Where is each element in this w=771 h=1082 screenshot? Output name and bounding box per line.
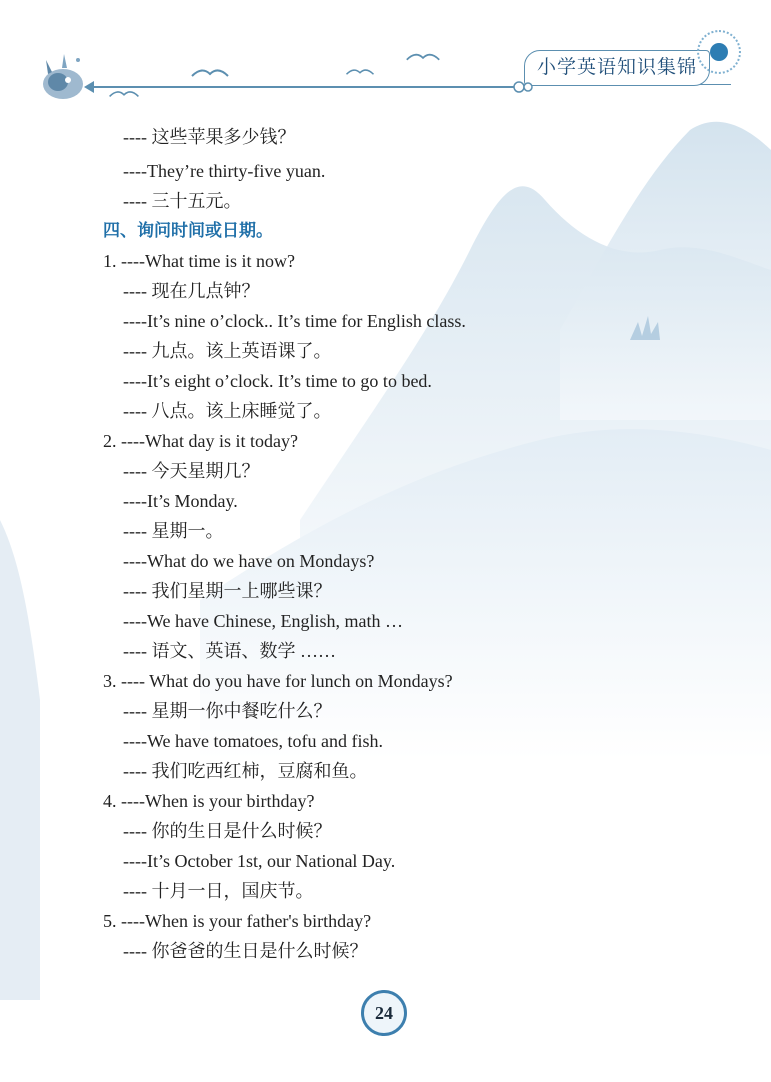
text-line: ---- 这些苹果多少钱？ bbox=[123, 127, 296, 147]
series-title: 小学英语知识集锦 bbox=[524, 50, 710, 86]
text-line: ---- 现在几点钟？ bbox=[123, 281, 260, 301]
text-line: ---- 我们星期一上哪些课？ bbox=[123, 581, 332, 601]
text-line: ----We have Chinese, English, math … bbox=[123, 611, 403, 631]
bubble-icon bbox=[512, 80, 536, 94]
page-header bbox=[0, 0, 771, 110]
text-line: ----It’s Monday. bbox=[123, 491, 238, 511]
question-item: 1. ----What time is it now? bbox=[103, 251, 295, 271]
text-line: ----It’s eight o’clock. It’s time to go to bed. bbox=[123, 371, 432, 391]
text-line: ---- 我们吃西红柿，豆腐和鱼。 bbox=[123, 761, 368, 781]
decorative-dot-icon bbox=[710, 43, 728, 61]
text-line: ----What do we have on Mondays? bbox=[123, 551, 375, 571]
question-item: 4. ----When is your birthday? bbox=[103, 791, 315, 811]
text-line: ---- 八点。该上床睡觉了。 bbox=[123, 401, 332, 421]
text-line: ----We have tomatoes, tofu and fish. bbox=[123, 731, 383, 751]
text-line: ---- 语文、英语、数学 …… bbox=[123, 641, 336, 661]
bird-icon-2 bbox=[108, 88, 140, 100]
page-number: 24 bbox=[361, 990, 407, 1036]
text-line: ---- 今天星期几？ bbox=[123, 461, 260, 481]
question-item: 5. ----When is your father's birthday? bbox=[103, 911, 372, 931]
text-line: ---- 十月一日，国庆节。 bbox=[123, 881, 314, 901]
bird-icon-4 bbox=[405, 50, 441, 64]
logo-icon bbox=[38, 50, 88, 102]
text-line: ---- 九点。该上英语课了。 bbox=[123, 341, 332, 361]
header-rule bbox=[92, 86, 522, 88]
text-line: ---- 你爸爸的生日是什么时候？ bbox=[123, 941, 368, 961]
text-line: ---- 星期一你中餐吃什么？ bbox=[123, 701, 332, 721]
text-line: ---- 三十五元。 bbox=[123, 191, 242, 211]
bird-icon bbox=[190, 66, 230, 80]
text-line: ---- 星期一。 bbox=[123, 521, 224, 541]
section-heading: 四、询问时间或日期。 bbox=[103, 221, 273, 241]
text-line: ---- 你的生日是什么时候？ bbox=[123, 821, 332, 841]
bird-icon-3 bbox=[345, 66, 375, 78]
question-item: 3. ---- What do you have for lunch on Mondays? bbox=[103, 671, 453, 691]
text-line: ----It’s October 1st, our National Day. bbox=[123, 851, 396, 871]
page-number-badge bbox=[361, 990, 407, 1036]
question-item: 2. ----What day is it today? bbox=[103, 431, 298, 451]
text-line: ----They’re thirty-five yuan. bbox=[123, 161, 326, 181]
text-line: ----It’s nine o’clock.. It’s time for English class. bbox=[123, 311, 466, 331]
